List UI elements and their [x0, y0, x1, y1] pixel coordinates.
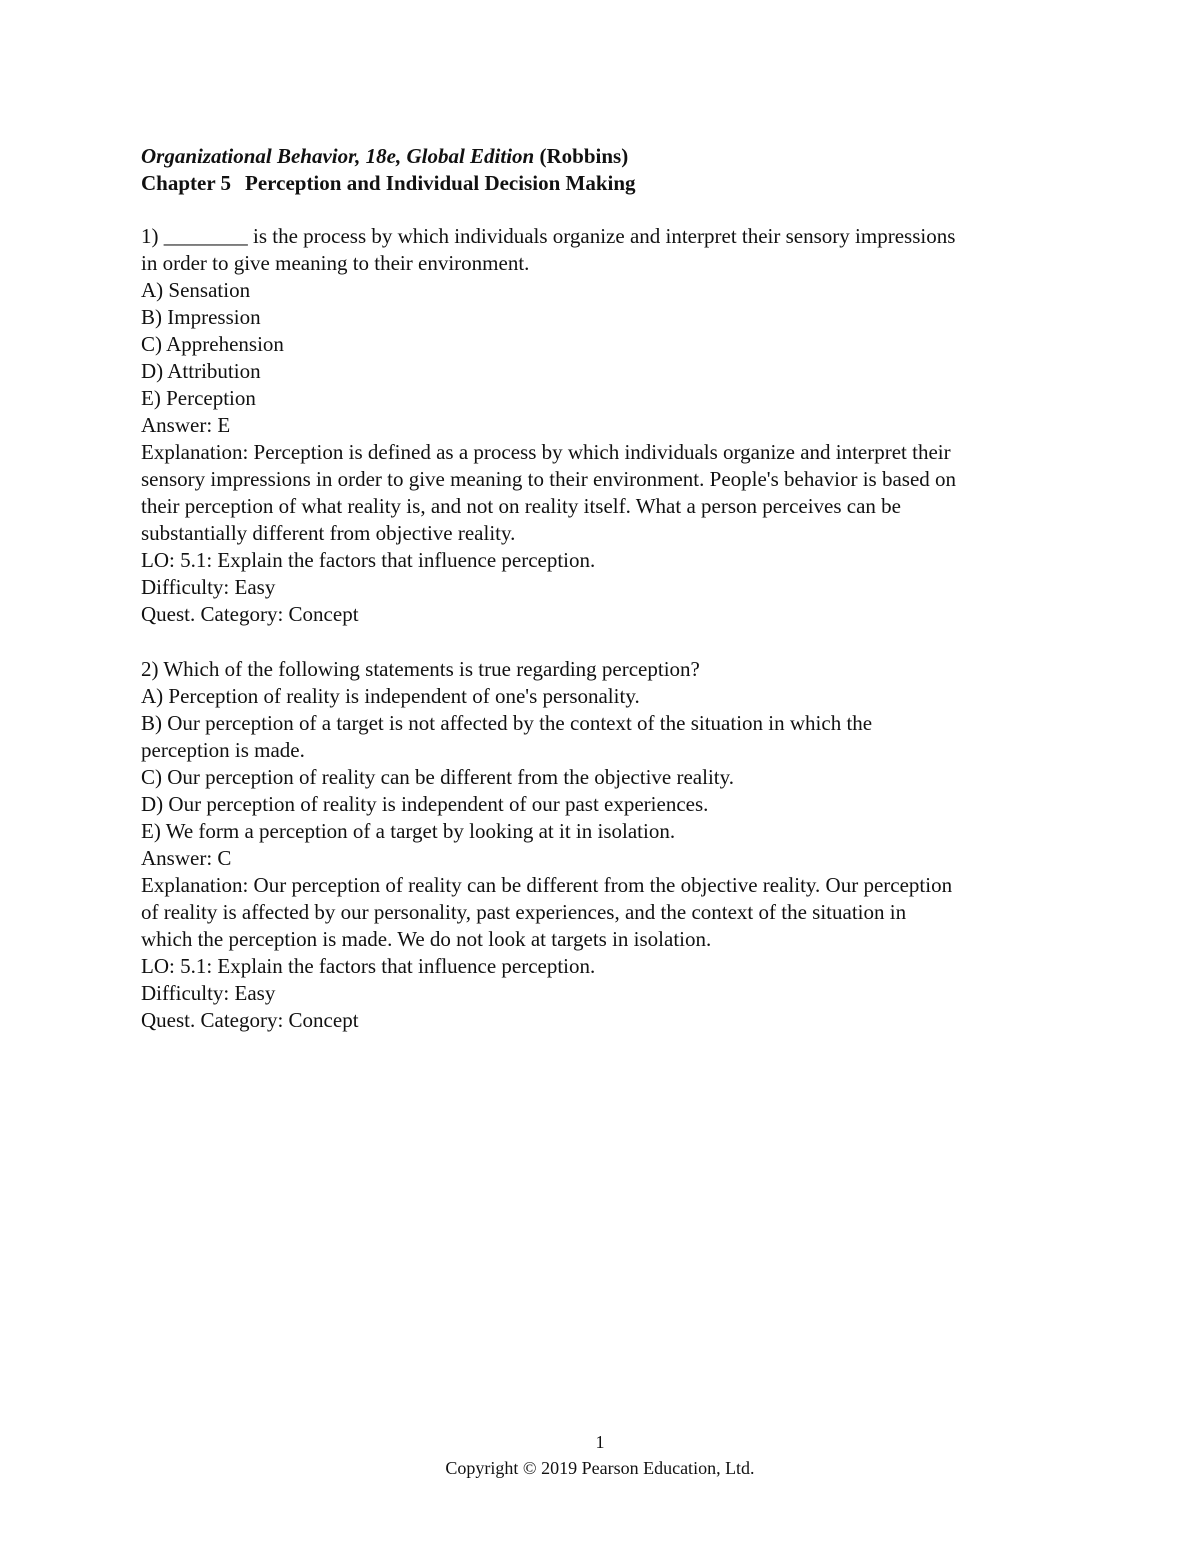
answer-option: B) Our perception of a target is not affected by the context of the situation in which the — [141, 711, 873, 735]
answer-option: B) Impression — [141, 305, 261, 329]
page-number: 1 — [595, 1432, 605, 1452]
answer-option: E) We form a perception of a target by looking at it in isolation. — [141, 819, 676, 843]
answer-key: Answer: C — [141, 846, 232, 870]
chapter-label: Chapter 5 — [141, 171, 232, 195]
question-category: Quest. Category: Concept — [141, 1008, 359, 1032]
page-header — [141, 143, 1101, 197]
answer-option: A) Perception of reality is independent of one's personality. — [141, 684, 640, 708]
difficulty: Difficulty: Easy — [141, 575, 276, 599]
answer-option: perception is made. — [141, 738, 305, 762]
book-title: Organizational Behavior, 18e, Global Edition — [141, 144, 535, 168]
chapter-line — [141, 170, 1101, 197]
question-stem-line: 2) Which of the following statements is true regarding perception? — [141, 657, 700, 681]
question-stem-line: 1) ________ is the process by which individuals organize and interpret their sensory impressions — [141, 224, 956, 248]
answer-option: A) Sensation — [141, 278, 251, 302]
book-author: (Robbins) — [539, 144, 629, 168]
learning-objective: LO: 5.1: Explain the factors that influence perception. — [141, 954, 596, 978]
explanation-line: which the perception is made. We do not look at targets in isolation. — [141, 927, 712, 951]
learning-objective: LO: 5.1: Explain the factors that influence perception. — [141, 548, 596, 572]
explanation-line: their perception of what reality is, and not on reality itself. What a person perceives can be — [141, 494, 901, 518]
explanation-line: Explanation: Perception is defined as a process by which individuals organize and interpret their — [141, 440, 951, 464]
question-2 — [141, 656, 1081, 1034]
explanation-line: Explanation: Our perception of reality can be different from the objective reality. Our perception — [141, 873, 953, 897]
answer-option: C) Apprehension — [141, 332, 284, 356]
chapter-title: Perception and Individual Decision Making — [245, 171, 636, 195]
answer-option: D) Our perception of reality is independent of our past experiences. — [141, 792, 709, 816]
answer-option: E) Perception — [141, 386, 256, 410]
question-stem-line: in order to give meaning to their environment. — [141, 251, 530, 275]
copyright-notice: Copyright © 2019 Pearson Education, Ltd. — [445, 1458, 755, 1478]
book-title-line — [141, 143, 1101, 170]
explanation-line: sensory impressions in order to give meaning to their environment. People's behavior is based on — [141, 467, 957, 491]
answer-key: Answer: E — [141, 413, 231, 437]
difficulty: Difficulty: Easy — [141, 981, 276, 1005]
explanation-line: substantially different from objective reality. — [141, 521, 516, 545]
answer-option: D) Attribution — [141, 359, 261, 383]
question-category: Quest. Category: Concept — [141, 602, 359, 626]
explanation-line: of reality is affected by our personality, past experiences, and the context of the situation in — [141, 900, 907, 924]
answer-option: C) Our perception of reality can be different from the objective reality. — [141, 765, 735, 789]
question-1 — [141, 223, 1081, 628]
